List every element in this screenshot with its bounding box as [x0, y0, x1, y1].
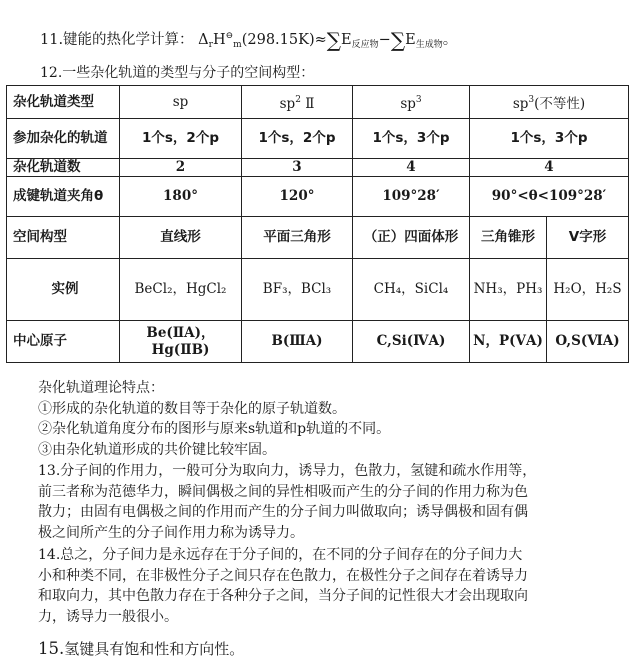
feature-item: ②杂化轨道角度分布的图形与原来s轨道和p轨道的不同。 [38, 421, 391, 437]
approx-sign: ≈ [314, 32, 327, 48]
energy-symbol-2: E [405, 32, 416, 48]
item-number: 15. [38, 639, 65, 658]
subscript-m: m [233, 40, 242, 50]
subscript-r: r [208, 40, 213, 50]
text-line: 氢键具有饱和性和方向性。 [64, 640, 245, 658]
reactants-subscript: 反应物 [351, 40, 379, 50]
cell-orbitals-sp3: 1个s，3个p [353, 119, 470, 159]
table-row [7, 86, 629, 119]
cell-center-sp: Be(ⅡA)，Hg(ⅡB) [120, 321, 242, 363]
hybrid-theory-features [38, 378, 628, 460]
cell-shape-trigonal-planar: 平面三角形 [242, 217, 353, 259]
table-row [7, 217, 629, 259]
cell-example-h2o: H₂O，H₂S [547, 259, 629, 321]
text-line: 和取向力，其中色散力存在于各种分子之间，当分子间的记性很大才会出现取向 [38, 588, 528, 604]
cell-center-sp3: C,Si(ⅣA) [353, 321, 470, 363]
cell-center-group-va: N，P(ⅤA) [470, 321, 547, 363]
cell-type-sp3-unequal: $sp^3$(不等性) [470, 86, 629, 119]
text-line: 14.总之，分子间力是永远存在于分子间的，在不同的分子间存在的分子间力大 [38, 547, 523, 563]
sum-symbol-2: ∑ [390, 28, 406, 52]
cell-count-sp: 2 [120, 159, 242, 177]
cell-orbitals-sp: 1个s，2个p [120, 119, 242, 159]
text-line: 极之间所产生的分子间作用力称为诱导力。 [38, 524, 304, 541]
cell-shape-bent: V字形 [547, 217, 629, 259]
row-label-example: 实例 [7, 259, 120, 321]
sum-symbol-1: ∑ [326, 28, 342, 52]
temperature: (298.15K) [241, 32, 315, 48]
cell-shape-tetrahedral: （正）四面体形 [353, 217, 470, 259]
delta-symbol: Δ [198, 32, 209, 48]
paragraph-15 [38, 638, 244, 659]
cell-type-sp3: $sp^3$ [353, 86, 470, 119]
paragraph-13 [38, 461, 628, 543]
cell-type-sp: sp [120, 86, 242, 119]
cell-example-sp2: BF₃，BCl₃ [242, 259, 353, 321]
feature-item: ③由杂化轨道形成的共价键比较牢固。 [38, 441, 276, 458]
cell-example-nh3: NH₃，PH₃ [470, 259, 547, 321]
row-label-angle: 成键轨道夹角θ [7, 177, 120, 217]
paragraph-14 [38, 545, 628, 627]
table-row [7, 119, 629, 159]
features-heading: 杂化轨道理论特点： [38, 380, 164, 396]
cell-example-sp3: CH₄，SiCl₄ [353, 259, 470, 321]
table-row [7, 177, 629, 217]
row-label-count: 杂化轨道数 [7, 159, 120, 177]
minus-sign: − [378, 32, 391, 48]
feature-item: ①形成的杂化轨道的数目等于杂化的原子轨道数。 [38, 400, 346, 417]
cell-count-sp3-unequal: 4 [470, 159, 629, 177]
row-label-shape: 空间构型 [7, 217, 120, 259]
cell-type-sp2: $sp^2$ Ⅱ [242, 86, 353, 119]
cell-shape-linear: 直线形 [120, 217, 242, 259]
cell-shape-trigonal-pyramidal: 三角锥形 [470, 217, 547, 259]
formula-end: 。 [442, 32, 458, 48]
cell-center-group-via: O,S(ⅥA) [547, 321, 629, 363]
products-subscript: 生成物 [415, 40, 443, 50]
text-line: 力，诱导力一般很小。 [38, 608, 178, 625]
energy-symbol-1: E [341, 32, 352, 48]
table-row [7, 159, 629, 177]
standard-state-symbol: ⊖ [225, 31, 234, 41]
table-row [7, 321, 629, 363]
text-line: 13.分子间的作用力，一般可分为取向力，诱导力，色散力，氢键和疏水作用等， [38, 463, 537, 479]
text-line: 散力；由固有电偶极之间的作用而产生的分子间力叫做取向；诱导偶极和固有偶 [38, 504, 528, 520]
cell-angle-sp3: 109°28′ [353, 177, 470, 217]
cell-angle-sp2: 120° [242, 177, 353, 217]
hybrid-table-caption: 12.一些杂化轨道的类型与分子的空间构型： [40, 65, 315, 81]
formula-prefix: 11.键能的热化学计算： [40, 32, 194, 48]
cell-count-sp3: 4 [353, 159, 470, 177]
enthalpy-symbol: H [212, 32, 226, 48]
cell-orbitals-sp2: 1个s，2个p [242, 119, 353, 159]
hybrid-orbital-table [6, 85, 629, 363]
row-label-orbitals: 参加杂化的轨道 [7, 119, 120, 159]
cell-angle-sp3-unequal: 90°<θ<109°28′ [470, 177, 629, 217]
text-line: 小和种类不同，在非极性分子之间只存在色散力，在极性分子之间存在着诱导力 [38, 567, 528, 584]
row-label-center-atom: 中心原子 [7, 321, 120, 363]
table-row [7, 259, 629, 321]
cell-angle-sp: 180° [120, 177, 242, 217]
cell-example-sp: BeCl₂，HgCl₂ [120, 259, 242, 321]
row-label-hybrid-type: 杂化轨道类型 [7, 86, 120, 119]
text-line: 前三者称为范德华力，瞬间偶极之间的异性相吸而产生的分子间的作用力称为色 [38, 483, 528, 500]
cell-count-sp2: 3 [242, 159, 353, 177]
thermochem-formula-line [40, 28, 457, 52]
cell-orbitals-sp3-unequal: 1个s，3个p [470, 119, 629, 159]
cell-center-sp2: B(ⅢA) [242, 321, 353, 363]
